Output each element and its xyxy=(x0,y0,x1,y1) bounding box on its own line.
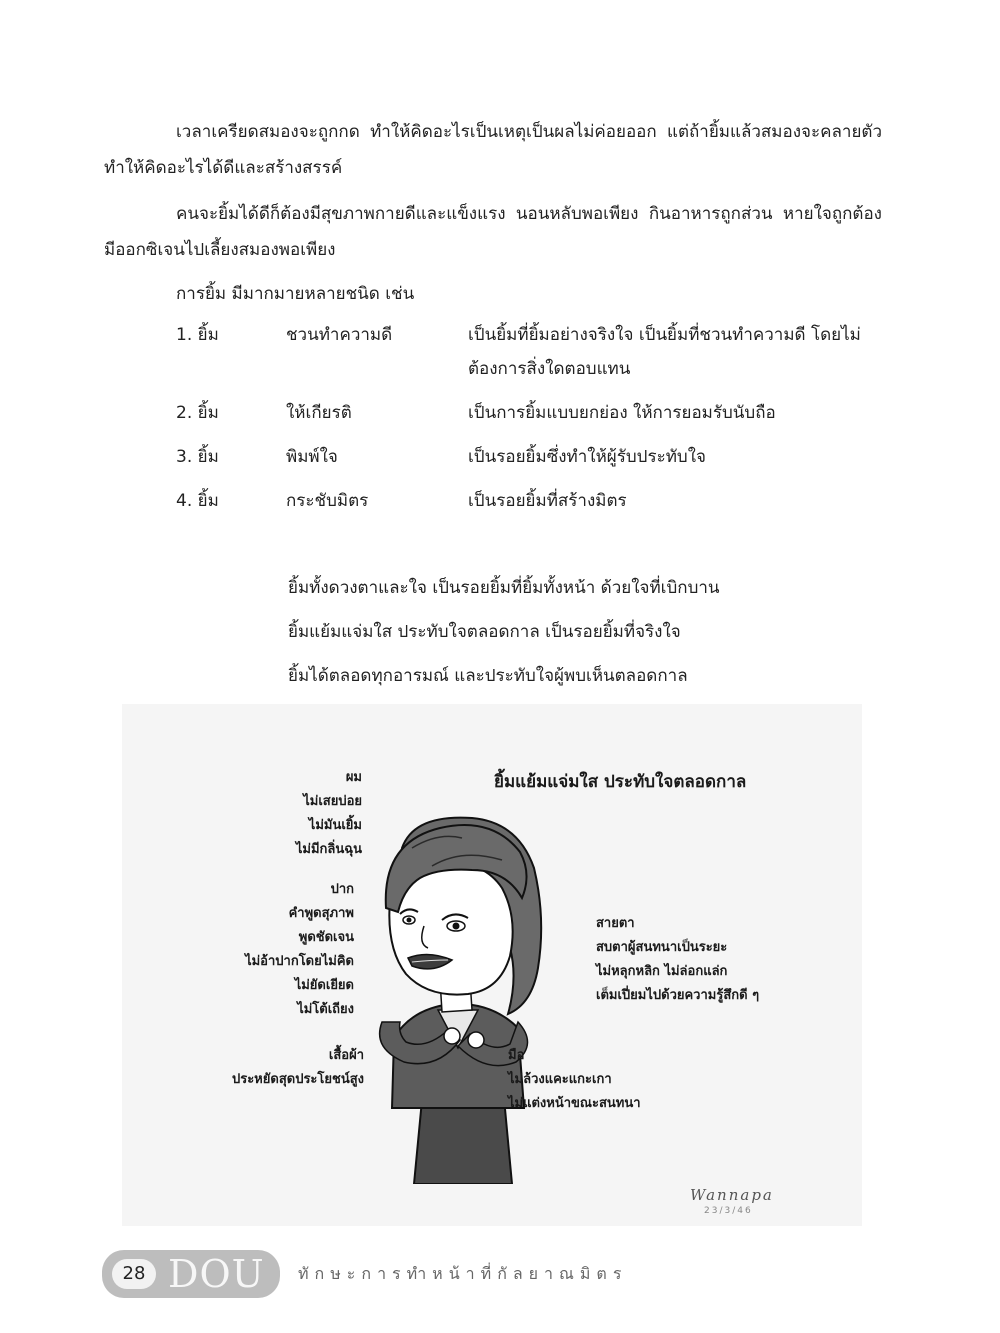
label-mouth-line: ไม่ยัดเยียด xyxy=(294,978,354,993)
label-eyes-line: สบตาผู้สนทนาเป็นระยะ xyxy=(596,940,728,955)
dou-logo: DOU xyxy=(168,1252,265,1296)
label-hands-line: ไม่ล้วงแคะแกะเกา xyxy=(508,1072,612,1087)
label-clothes-heading: เสื้อผ้า xyxy=(328,1048,364,1063)
label-hair xyxy=(162,766,362,862)
list-item-description: เป็นยิ้มที่ยิ้มอย่างจริงใจ เป็นยิ้มที่ชวนทำความดี โดยไม่ต้องการสิ่งใดตอบแทน xyxy=(468,325,861,379)
label-eyes-line: เต็มเปี่ยมไปด้วยความรู้สึกดี ๆ xyxy=(596,988,760,1003)
artist-signature: Wannapa xyxy=(690,1186,774,1204)
list-item-kind: ชวนทำความดี xyxy=(286,325,393,345)
label-mouth-line: ไม่โต้เถียง xyxy=(297,1002,354,1017)
label-hair-heading: ผม xyxy=(345,770,362,785)
footer-badge xyxy=(102,1250,280,1298)
list-item-number: 3. ยิ้ม xyxy=(176,447,219,467)
label-hands-line: ไม่แต่งหน้าขณะสนทนา xyxy=(508,1096,641,1111)
list-item-number: 1. ยิ้ม xyxy=(176,325,219,345)
cartoon-figure xyxy=(122,704,862,1226)
list-item-description: เป็นรอยยิ้มซึ่งทำให้ผู้รับประทับใจ xyxy=(468,447,706,467)
label-hands xyxy=(508,1044,728,1116)
list-item-kind: ให้เกียรติ xyxy=(286,403,352,423)
label-clothes-line: ประหยัดสุดประโยชน์สูง xyxy=(231,1072,364,1087)
poem-line: ยิ้มทั้งดวงตาและใจ เป็นรอยยิ้มที่ยิ้มทั้งหน้า ด้วยใจที่เบิกบาน xyxy=(288,578,720,598)
list-item-description: เป็นการยิ้มแบบยกย่อง ให้การยอมรับนับถือ xyxy=(468,403,776,423)
poem-line: ยิ้มได้ตลอดทุกอารมณ์ และประทับใจผู้พบเห็นตลอดกาล xyxy=(288,666,688,686)
label-clothes xyxy=(144,1044,364,1092)
paragraph-stress: เวลาเครียดสมองจะถูกกด ทำให้คิดอะไรเป็นเหตุเป็นผลไม่ค่อยออก แต่ถ้ายิ้มแล้วสมองจะคลายตัว ทำให้คิดอะไรได้ดีและสร้างสรรค์ xyxy=(104,122,882,178)
signature-date: 23/3/46 xyxy=(704,1206,753,1216)
footer-title: ทักษะการทำหน้าที่กัลยาณมิตร xyxy=(298,1264,628,1283)
label-hands-heading: มือ xyxy=(508,1048,525,1063)
list-item-description: เป็นรอยยิ้มที่สร้างมิตร xyxy=(468,491,627,511)
label-mouth-line: คำพูดสุภาพ xyxy=(288,906,354,921)
list-item-kind: กระชับมิตร xyxy=(286,491,369,511)
poem-line: ยิ้มแย้มแจ่มใส ประทับใจตลอดกาล เป็นรอยยิ้มที่จริงใจ xyxy=(288,622,681,642)
figure-title: ยิ้มแย้มแจ่มใส ประทับใจตลอดกาล xyxy=(494,772,747,792)
label-hair-line: ไม่เสยบ่อย xyxy=(303,794,362,809)
list-item-number: 2. ยิ้ม xyxy=(176,403,219,423)
label-mouth-heading: ปาก xyxy=(330,882,354,897)
label-hair-line: ไม่มันเยิ้ม xyxy=(308,818,362,833)
label-hair-line: ไม่มีกลิ่นฉุน xyxy=(295,842,362,857)
list-item-number: 4. ยิ้ม xyxy=(176,491,219,511)
page-number: 28 xyxy=(112,1259,156,1289)
paragraph-health: คนจะยิ้มได้ดีก็ต้องมีสุขภาพกายดีและแข็งแรง นอนหลับพอเพียง กินอาหารถูกส่วน หายใจถูกต้อง มีออกซิเจนไปเลี้ยงสมองพอเพียง xyxy=(104,204,882,260)
label-mouth-line: พูดชัดเจน xyxy=(298,930,354,945)
list-intro: การยิ้ม มีมากมายหลายชนิด เช่น xyxy=(176,284,415,304)
label-mouth xyxy=(134,878,354,1022)
label-mouth-line: ไม่อ้าปากโดยไม่คิด xyxy=(245,954,354,969)
woman-cartoon-illustration xyxy=(342,808,582,1184)
label-eyes-heading: สายตา xyxy=(596,916,635,931)
label-eyes xyxy=(596,912,846,1008)
list-item-kind: พิมพ์ใจ xyxy=(286,447,338,467)
label-eyes-line: ไม่หลุกหลิก ไม่ล่อกแล่ก xyxy=(596,964,728,979)
